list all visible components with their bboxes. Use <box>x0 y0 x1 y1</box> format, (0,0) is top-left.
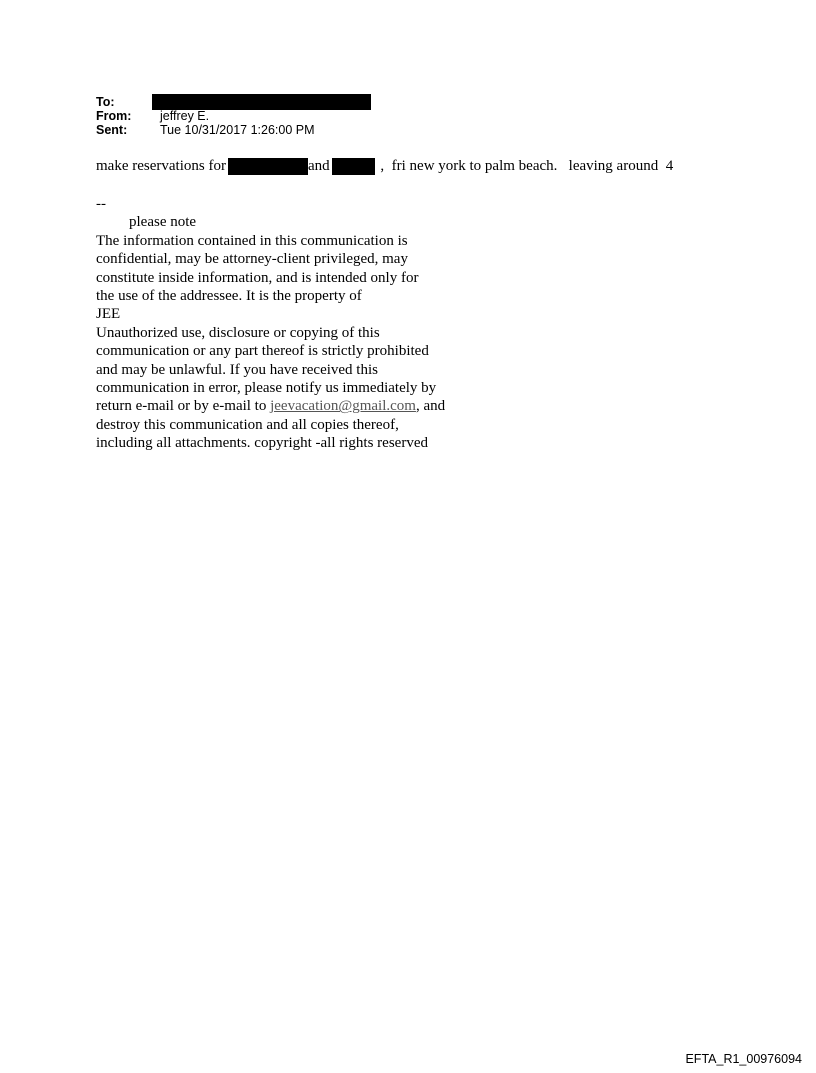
from-value: jeffrey E. <box>160 109 210 123</box>
sent-label: Sent: <box>96 123 128 137</box>
signature-line: confidential, may be attorney-client privileged, may <box>96 251 408 268</box>
return-suffix: , and <box>415 398 446 415</box>
sent-value: Tue 10/31/2017 1:26:00 PM <box>160 123 315 137</box>
email-link[interactable]: jeevacation@gmail.com <box>270 398 416 415</box>
signature-block <box>96 195 476 453</box>
signature-line: the use of the addressee. It is the property of <box>96 288 362 305</box>
signature-note: please note <box>129 214 197 231</box>
message-part-3: , fri new york to palm beach. leaving around 4 <box>376 158 674 174</box>
message-body <box>96 157 673 175</box>
signature-line: communication or any part thereof is strictly prohibited <box>96 343 429 360</box>
signature-line: constitute inside information, and is intended only for <box>96 269 419 286</box>
message-part-2: and <box>307 158 330 174</box>
redaction-to <box>152 94 371 110</box>
signature-line: and may be unlawful. If you have received this <box>96 361 378 378</box>
redaction-name-1 <box>228 158 308 175</box>
to-label: To: <box>96 95 115 109</box>
redaction-name-2 <box>332 158 375 175</box>
signature-line: Unauthorized use, disclosure or copying of this <box>96 324 380 341</box>
document-id: EFTA_R1_00976094 <box>685 1052 802 1066</box>
signature-line: JEE <box>96 306 121 323</box>
signature-line: destroy this communication and all copies thereof, <box>96 416 399 433</box>
signature-email-line <box>96 397 476 415</box>
return-prefix: return e-mail or by e-mail to <box>96 398 271 415</box>
signature-line: including all attachments. copyright -all rights reserved <box>96 435 428 452</box>
signature-line: The information contained in this communication is <box>96 232 408 249</box>
signature-separator: -- <box>96 196 106 212</box>
message-part-1: make reservations for <box>96 158 226 174</box>
from-label: From: <box>96 109 132 123</box>
signature-line: communication in error, please notify us immediately by <box>96 380 437 397</box>
